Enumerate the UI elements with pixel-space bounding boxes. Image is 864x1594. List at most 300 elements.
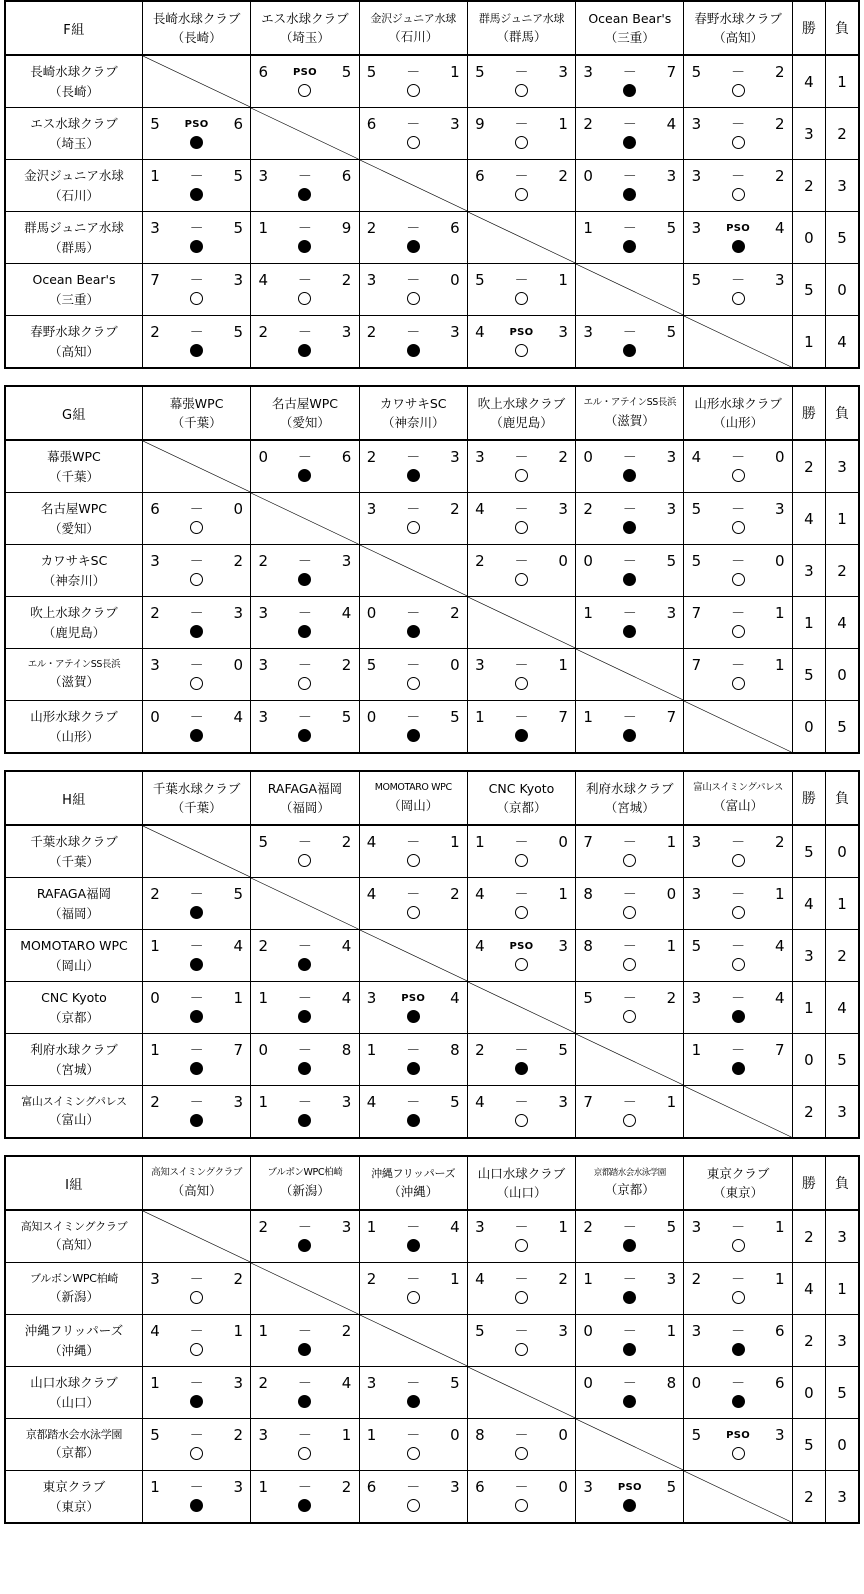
score-separator: － <box>514 887 529 903</box>
match-cell[interactable] <box>467 1315 575 1367</box>
match-cell[interactable] <box>467 440 575 493</box>
goals-for: 4 <box>366 833 377 851</box>
match-cell[interactable] <box>251 440 359 493</box>
result-line <box>468 343 575 366</box>
match-cell[interactable] <box>684 108 792 160</box>
match-cell[interactable] <box>359 212 467 264</box>
match-cell[interactable] <box>359 1263 467 1315</box>
score-separator: － <box>622 169 637 185</box>
match-cell[interactable] <box>467 1034 575 1086</box>
match-cell[interactable] <box>359 878 467 930</box>
match-cell[interactable] <box>251 649 359 701</box>
row-team-pref: （千葉） <box>48 468 99 484</box>
match-cell[interactable] <box>684 1315 792 1367</box>
match-cell[interactable] <box>251 212 359 264</box>
column-header-team-1 <box>142 1 250 55</box>
result-line <box>684 1061 791 1084</box>
score-separator: － <box>622 221 637 237</box>
match-cell[interactable] <box>251 701 359 754</box>
match-cell[interactable] <box>251 1315 359 1367</box>
result-line <box>251 187 358 210</box>
match-cell[interactable] <box>576 1086 684 1139</box>
diagonal-blank-cell <box>359 545 467 597</box>
result-line <box>468 572 575 595</box>
match-cell[interactable] <box>467 108 575 160</box>
result-line <box>468 1113 575 1136</box>
lose-circle-icon <box>623 240 636 253</box>
match-cell[interactable] <box>467 160 575 212</box>
diagonal-blank-cell <box>142 825 250 878</box>
goals-for: 1 <box>583 1270 593 1288</box>
table-row <box>5 1263 859 1315</box>
goals-against: 2 <box>233 552 244 570</box>
match-cell[interactable] <box>251 1210 359 1263</box>
goals-against: 3 <box>558 500 568 518</box>
match-cell[interactable] <box>142 108 250 160</box>
match-cell[interactable] <box>359 440 467 493</box>
match-cell[interactable] <box>359 825 467 878</box>
match-cell[interactable] <box>684 545 792 597</box>
goals-for: 2 <box>150 604 160 622</box>
match-cell[interactable] <box>142 1367 250 1419</box>
column-header-lose: 負 <box>826 1 859 55</box>
match-cell[interactable] <box>359 1419 467 1471</box>
result-line <box>143 291 250 314</box>
match-cell[interactable] <box>142 982 250 1034</box>
goals-against: 7 <box>558 708 568 726</box>
match-cell[interactable] <box>251 55 359 108</box>
column-header-team-3 <box>359 386 467 440</box>
match-cell[interactable] <box>467 825 575 878</box>
result-line <box>251 291 358 314</box>
goals-against: 6 <box>774 1374 785 1392</box>
lose-circle-icon <box>190 1395 203 1408</box>
win-circle-icon <box>732 677 745 690</box>
row-team-name: エル・アテインSS長浜 <box>27 658 121 670</box>
match-cell[interactable] <box>684 493 792 545</box>
goals-for: 3 <box>150 656 160 674</box>
score-line <box>468 546 575 572</box>
goals-for: 0 <box>583 1374 593 1392</box>
score-separator: － <box>731 1324 746 1340</box>
goals-against: 2 <box>341 271 352 289</box>
row-header-team-3 <box>5 160 142 212</box>
match-cell[interactable] <box>576 982 684 1034</box>
score-separator: － <box>189 1043 204 1059</box>
match-cell[interactable] <box>684 160 792 212</box>
goals-against: 5 <box>233 323 244 341</box>
match-cell[interactable] <box>142 160 250 212</box>
losses-value: 3 <box>826 160 859 212</box>
win-circle-icon <box>407 84 420 97</box>
lose-circle-icon <box>298 469 311 482</box>
score-line <box>576 1264 683 1290</box>
match-cell[interactable] <box>467 1210 575 1263</box>
row-team-name: 京都踏水会水泳学園 <box>25 1427 123 1441</box>
goals-against: 2 <box>558 1270 568 1288</box>
score-separator: － <box>189 325 204 341</box>
win-circle-icon <box>515 1239 528 1252</box>
score-line <box>251 546 358 572</box>
match-cell[interactable] <box>684 55 792 108</box>
result-line <box>684 624 791 647</box>
column-header-team-6 <box>684 386 792 440</box>
goals-for: 4 <box>475 885 485 903</box>
match-cell[interactable] <box>576 1315 684 1367</box>
match-cell[interactable] <box>251 597 359 649</box>
goals-for: 5 <box>691 271 702 289</box>
lose-circle-icon <box>190 344 203 357</box>
match-cell[interactable] <box>251 1367 359 1419</box>
goals-against: 3 <box>666 167 677 185</box>
match-cell[interactable] <box>142 545 250 597</box>
match-cell[interactable] <box>467 878 575 930</box>
match-cell[interactable] <box>467 649 575 701</box>
match-cell[interactable] <box>576 825 684 878</box>
match-cell[interactable] <box>576 108 684 160</box>
score-line <box>143 109 250 135</box>
score-line <box>143 494 250 520</box>
result-line <box>684 1342 791 1365</box>
result-line <box>576 1113 683 1136</box>
lose-circle-icon <box>298 625 311 638</box>
match-cell[interactable] <box>576 1210 684 1263</box>
win-circle-icon <box>732 854 745 867</box>
losses-value: 2 <box>826 108 859 160</box>
match-cell[interactable] <box>467 1086 575 1139</box>
score-line <box>360 879 467 905</box>
match-cell[interactable] <box>576 878 684 930</box>
goals-against: 7 <box>666 708 677 726</box>
score-separator: － <box>622 606 637 622</box>
match-cell[interactable] <box>142 1419 250 1471</box>
losses-value: 1 <box>826 55 859 108</box>
goals-for: 2 <box>258 937 269 955</box>
match-cell[interactable] <box>359 1086 467 1139</box>
result-line <box>360 291 467 314</box>
goals-for: 2 <box>583 1218 593 1236</box>
score-line <box>684 1212 791 1238</box>
column-header-team-5 <box>576 1156 684 1210</box>
table-row <box>5 701 859 754</box>
goals-for: 0 <box>258 1041 269 1059</box>
match-cell[interactable] <box>359 108 467 160</box>
goals-against: 5 <box>233 885 244 903</box>
goals-for: 2 <box>258 552 269 570</box>
match-cell[interactable] <box>359 493 467 545</box>
goals-for: 3 <box>583 63 593 81</box>
match-cell[interactable] <box>142 316 250 369</box>
match-cell[interactable] <box>684 1367 792 1419</box>
column-header-team-pref: （三重） <box>604 30 655 45</box>
result-line <box>143 1009 250 1032</box>
diagonal-blank-cell <box>576 1034 684 1086</box>
match-cell[interactable] <box>359 982 467 1034</box>
column-header-team-name: CNC Kyoto <box>488 780 555 796</box>
column-header-win: 勝 <box>792 1 825 55</box>
match-cell[interactable] <box>359 1210 467 1263</box>
match-cell[interactable] <box>576 160 684 212</box>
goals-for: 1 <box>691 1041 702 1059</box>
result-line <box>468 1498 575 1521</box>
match-cell[interactable] <box>142 1034 250 1086</box>
match-cell[interactable] <box>684 1263 792 1315</box>
match-cell[interactable] <box>684 597 792 649</box>
losses-value: 3 <box>826 1210 859 1263</box>
result-line <box>684 676 791 699</box>
score-line <box>468 1087 575 1113</box>
win-circle-icon <box>732 1239 745 1252</box>
score-separator: － <box>514 835 529 851</box>
group-block-G <box>4 385 860 754</box>
match-cell[interactable] <box>684 982 792 1034</box>
match-cell[interactable] <box>142 701 250 754</box>
match-cell[interactable] <box>684 1034 792 1086</box>
match-cell[interactable] <box>142 493 250 545</box>
match-cell[interactable] <box>142 1086 250 1139</box>
match-cell[interactable] <box>576 212 684 264</box>
match-cell[interactable] <box>359 597 467 649</box>
score-separator: － <box>406 1095 421 1111</box>
match-cell[interactable] <box>251 1086 359 1139</box>
result-line <box>360 1113 467 1136</box>
score-line <box>251 1316 358 1342</box>
column-header-team-name: カワサキSC <box>379 395 447 411</box>
goals-for: 3 <box>475 656 485 674</box>
score-line <box>576 1316 683 1342</box>
match-cell[interactable] <box>467 1419 575 1471</box>
match-cell[interactable] <box>251 160 359 212</box>
result-line <box>468 1446 575 1469</box>
match-cell[interactable] <box>576 493 684 545</box>
match-cell[interactable] <box>576 1367 684 1419</box>
goals-for: 5 <box>583 989 593 1007</box>
win-circle-icon <box>407 1499 420 1512</box>
goals-for: 5 <box>691 552 702 570</box>
column-header-team-6 <box>684 1156 792 1210</box>
result-line <box>576 83 683 106</box>
match-cell[interactable] <box>251 930 359 982</box>
match-cell[interactable] <box>142 1315 250 1367</box>
score-line <box>576 494 683 520</box>
score-separator: － <box>406 273 421 289</box>
match-cell[interactable] <box>684 1419 792 1471</box>
result-line <box>143 187 250 210</box>
score-line <box>360 317 467 343</box>
match-cell[interactable] <box>142 930 250 982</box>
match-cell[interactable] <box>359 55 467 108</box>
match-cell[interactable] <box>467 55 575 108</box>
result-line <box>576 957 683 980</box>
losses-value: 2 <box>826 545 859 597</box>
win-circle-icon <box>298 84 311 97</box>
match-cell[interactable] <box>576 316 684 369</box>
goals-against: 1 <box>558 656 568 674</box>
match-cell[interactable] <box>576 545 684 597</box>
score-line <box>684 827 791 853</box>
match-cell[interactable] <box>359 649 467 701</box>
match-cell[interactable] <box>576 1471 684 1524</box>
score-line <box>576 213 683 239</box>
column-header-team-pref: （鹿児島） <box>490 415 553 430</box>
row-header-team-2 <box>5 108 142 160</box>
score-line <box>684 1316 791 1342</box>
match-cell[interactable] <box>684 212 792 264</box>
match-cell[interactable] <box>359 1367 467 1419</box>
goals-against: 8 <box>666 1374 677 1392</box>
wins-value: 4 <box>792 1263 825 1315</box>
result-line <box>251 728 358 751</box>
goals-against: 2 <box>774 115 785 133</box>
match-cell[interactable] <box>684 1210 792 1263</box>
win-circle-icon <box>515 854 528 867</box>
result-line <box>143 728 250 751</box>
result-line <box>143 957 250 980</box>
result-line <box>251 572 358 595</box>
match-cell[interactable] <box>684 649 792 701</box>
goals-for: 0 <box>583 167 593 185</box>
match-cell[interactable] <box>576 597 684 649</box>
match-cell[interactable] <box>142 212 250 264</box>
goals-against: 0 <box>450 656 460 674</box>
match-cell[interactable] <box>359 1471 467 1524</box>
goals-for: 3 <box>366 271 377 289</box>
goals-against: 2 <box>233 1270 244 1288</box>
score-line <box>143 213 250 239</box>
match-cell[interactable] <box>251 264 359 316</box>
match-cell[interactable] <box>684 440 792 493</box>
lose-circle-icon <box>623 1343 636 1356</box>
match-cell[interactable] <box>359 316 467 369</box>
column-header-team-4 <box>467 1156 575 1210</box>
score-line <box>576 702 683 728</box>
result-line <box>576 624 683 647</box>
goals-against: 4 <box>774 219 785 237</box>
goals-for: 0 <box>150 708 160 726</box>
score-line <box>576 546 683 572</box>
match-cell[interactable] <box>467 701 575 754</box>
match-cell[interactable] <box>576 55 684 108</box>
goals-against: 3 <box>774 271 785 289</box>
match-cell[interactable] <box>142 597 250 649</box>
match-cell[interactable] <box>684 930 792 982</box>
score-separator: － <box>406 1272 421 1288</box>
goals-for: 5 <box>475 63 485 81</box>
goals-against: 5 <box>666 219 677 237</box>
goals-against: 2 <box>558 448 568 466</box>
score-line <box>143 702 250 728</box>
row-header-team-5 <box>5 649 142 701</box>
match-cell[interactable] <box>142 1471 250 1524</box>
match-cell[interactable] <box>359 1034 467 1086</box>
match-cell[interactable] <box>467 1471 575 1524</box>
row-header-team-5 <box>5 1419 142 1471</box>
goals-against: 0 <box>450 1426 460 1444</box>
losses-value: 5 <box>826 1034 859 1086</box>
result-line <box>468 853 575 876</box>
column-header-team-2 <box>251 1156 359 1210</box>
wins-value: 5 <box>792 825 825 878</box>
goals-against: 1 <box>558 885 568 903</box>
match-cell[interactable] <box>684 264 792 316</box>
column-header-team-name: ブルボンWPC柏崎 <box>267 1166 343 1178</box>
diagonal-blank-cell <box>467 982 575 1034</box>
match-cell[interactable] <box>251 982 359 1034</box>
goals-for: 6 <box>366 1478 377 1496</box>
match-cell[interactable] <box>576 701 684 754</box>
match-cell[interactable] <box>684 825 792 878</box>
score-line <box>684 109 791 135</box>
score-separator: － <box>406 658 421 674</box>
score-separator: － <box>622 1220 637 1236</box>
match-cell[interactable] <box>251 1471 359 1524</box>
goals-for: 1 <box>258 989 269 1007</box>
pso-label: PSO <box>726 222 751 234</box>
match-cell[interactable] <box>467 264 575 316</box>
lose-circle-icon <box>190 1010 203 1023</box>
score-line <box>251 702 358 728</box>
lose-circle-icon <box>190 1499 203 1512</box>
match-cell[interactable] <box>467 316 575 369</box>
score-separator: － <box>622 991 637 1007</box>
match-cell[interactable] <box>576 440 684 493</box>
match-cell[interactable] <box>576 930 684 982</box>
goals-for: 2 <box>691 1270 702 1288</box>
column-header-team-name: エス水球クラブ <box>261 10 349 26</box>
match-cell[interactable] <box>251 1034 359 1086</box>
match-cell[interactable] <box>251 545 359 597</box>
match-cell[interactable] <box>251 316 359 369</box>
match-cell[interactable] <box>251 825 359 878</box>
goals-for: 1 <box>583 219 593 237</box>
match-cell[interactable] <box>467 493 575 545</box>
win-circle-icon <box>732 136 745 149</box>
match-cell[interactable] <box>467 545 575 597</box>
match-cell[interactable] <box>142 264 250 316</box>
match-cell[interactable] <box>142 649 250 701</box>
score-line <box>360 494 467 520</box>
lose-circle-icon <box>407 344 420 357</box>
goals-against: 2 <box>774 167 785 185</box>
goals-for: 8 <box>583 885 593 903</box>
result-line <box>576 1238 683 1261</box>
match-cell[interactable] <box>684 878 792 930</box>
goals-for: 0 <box>691 1374 702 1392</box>
goals-against: 2 <box>233 1426 244 1444</box>
match-cell[interactable] <box>576 1263 684 1315</box>
match-cell[interactable] <box>359 264 467 316</box>
score-line <box>360 442 467 468</box>
score-separator: － <box>622 835 637 851</box>
match-cell[interactable] <box>142 878 250 930</box>
goals-for: 2 <box>150 885 160 903</box>
goals-against: 8 <box>341 1041 352 1059</box>
score-line <box>251 1420 358 1446</box>
match-cell[interactable] <box>142 1263 250 1315</box>
goals-for: 2 <box>475 552 485 570</box>
goals-against: 2 <box>341 656 352 674</box>
score-separator: － <box>514 117 529 133</box>
match-cell[interactable] <box>251 1419 359 1471</box>
match-cell[interactable] <box>359 701 467 754</box>
goals-for: 3 <box>475 448 485 466</box>
score-separator: － <box>189 1376 204 1392</box>
match-cell[interactable] <box>467 930 575 982</box>
wins-value: 0 <box>792 212 825 264</box>
goals-against: 5 <box>450 708 460 726</box>
result-line <box>143 135 250 158</box>
match-cell[interactable] <box>467 1263 575 1315</box>
